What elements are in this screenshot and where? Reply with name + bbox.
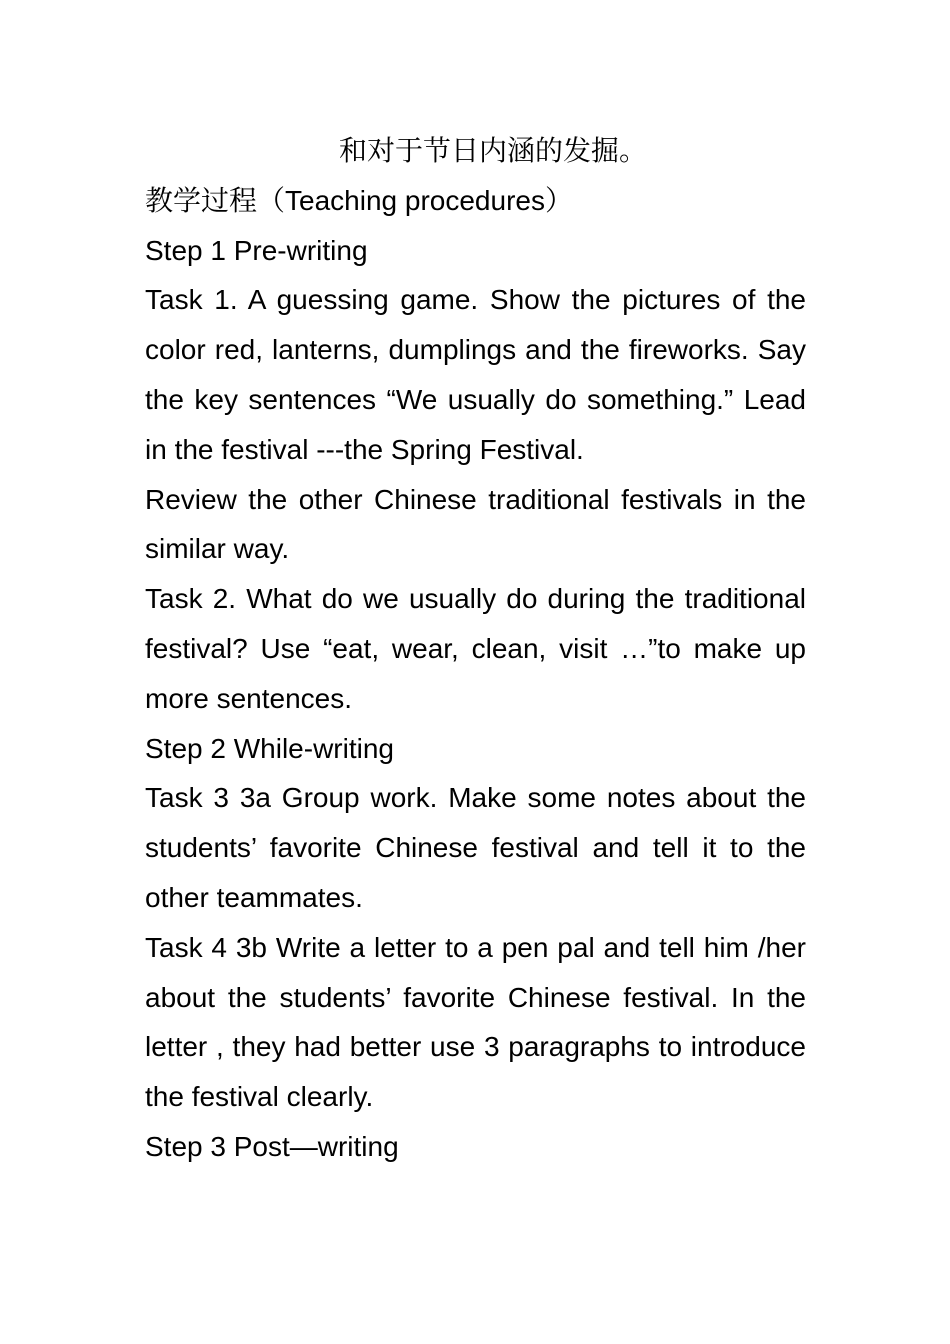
procedures-heading-close: ） [544,183,573,217]
procedures-heading-cn: 教学过程（ [145,183,286,217]
document-body [145,126,806,1172]
step1-heading: Step 1 Pre-writing [145,234,368,266]
task2-paragraph: Task 2. What do we usually do during the traditional festival? Use “eat, wear, clean, visit …”to make up more sentences. [145,583,806,714]
procedures-heading-en: Teaching procedures [285,184,545,216]
procedures-heading [145,176,806,226]
review-paragraph: Review the other Chinese traditional festivals in the similar way. [145,483,806,565]
step3-heading: Step 3 Post—writing [145,1130,399,1162]
intro-line: 和对于节日内涵的发掘。 [339,134,648,167]
step2-heading: Step 2 While-writing [145,732,394,764]
task4-paragraph: Task 4 3b Write a letter to a pen pal and tell him /her about the students’ favorite Chinese festival. In the letter , they had better use 3 paragraphs to introduce the festival clearly. [145,931,806,1113]
task3-paragraph: Task 3 3a Group work. Make some notes about the students’ favorite Chinese festival and tell it to the other teammates. [145,782,806,913]
task1-paragraph: Task 1. A guessing game. Show the pictures of the color red, lanterns, dumplings and the fireworks. Say the key sentences “We usually do something.” Lead in the festival ---the Spring Festival. [145,284,806,465]
